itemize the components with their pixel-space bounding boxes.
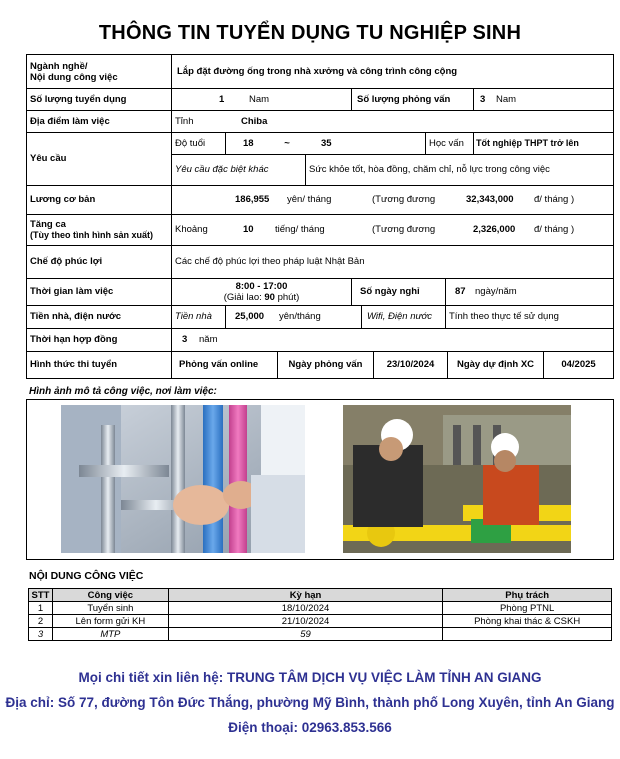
interview-date-value: 23/10/2024: [386, 359, 435, 370]
salary-equiv-value: 32,343,000: [466, 194, 514, 205]
overtime-unit: tiếng/ tháng: [275, 224, 325, 235]
age-label: Độ tuổi: [175, 137, 206, 149]
overtime-label-line2: (Tùy theo tình hình sản xuất): [30, 229, 153, 240]
recruit-qty-label: Số lượng tuyển dụng: [30, 93, 127, 105]
overtime-equiv-value: 2,326,000: [473, 224, 516, 235]
days-off-value: 87: [455, 286, 466, 297]
wifi-label: Wifi, Điện nước: [367, 311, 432, 322]
task-name: MTP: [52, 628, 168, 641]
table-row: [29, 615, 612, 628]
task-stt: 2: [29, 615, 53, 628]
age-max: 35: [321, 137, 332, 149]
special-req-value: Sức khỏe tốt, hòa đồng, chăm chỉ, nỗ lực trong công việc: [309, 164, 550, 175]
overtime-equiv-label: (Tương đương: [372, 224, 436, 235]
location-label: Địa điểm làm việc: [30, 115, 110, 127]
departure-label: Ngày dự định XC: [456, 359, 535, 370]
images-frame: [26, 399, 614, 560]
interview-qty-value: 3: [480, 93, 486, 105]
task-owner: Phòng khai thác & CSKH: [443, 615, 612, 628]
salary-value: 186,955: [235, 194, 270, 205]
tasks-title: NỘI DUNG CÔNG VIỆC: [29, 570, 144, 582]
recruit-qty-unit: Nam: [249, 93, 270, 105]
task-owner: Phòng PTNL: [443, 602, 612, 615]
contract-label: Thời hạn hợp đồng: [30, 334, 118, 345]
overtime-label: [27, 214, 171, 245]
rent-label: Tiền nhà: [175, 311, 212, 322]
interview-qty-label: Số lượng phỏng vấn: [357, 93, 451, 105]
location-prefix: Tỉnh: [175, 115, 194, 127]
header-deadline: Kỳ hạn: [168, 589, 443, 602]
days-off-label: Số ngày nghỉ: [360, 286, 420, 297]
break-suffix: phút): [277, 291, 300, 303]
special-req-label: Yêu cầu đặc biệt khác: [175, 164, 269, 175]
age-separator: ~: [284, 137, 290, 149]
industry-value: Lắp đặt đường ống trong nhà xưởng và công trình công cộng: [177, 66, 458, 77]
break-time: [224, 292, 300, 303]
work-time-cell: [172, 278, 351, 305]
table-row: [29, 602, 612, 615]
location-value: Chiba: [241, 115, 268, 127]
salary-equiv-unit: đ/ tháng ): [534, 194, 575, 205]
workers-pipe-photo: [343, 405, 571, 553]
rent-unit: yên/tháng: [279, 311, 321, 322]
salary-equiv-label: (Tương đương: [372, 194, 436, 205]
task-owner: [443, 628, 612, 641]
pipe-install-photo: [61, 405, 305, 553]
task-stt: 3: [29, 628, 53, 641]
task-deadline: 21/10/2024: [168, 615, 443, 628]
footer-address: Địa chỉ: Số 77, đường Tôn Đức Thắng, phường Mỹ Bình, thành phố Long Xuyên, tỉnh An Giang: [5, 695, 615, 710]
recruitment-form: [26, 54, 614, 379]
break-prefix: (Giải lao:: [223, 291, 262, 303]
tasks-table: [28, 588, 612, 641]
overtime-equiv-unit: đ/ tháng ): [534, 224, 575, 235]
interview-qty-unit: Nam: [496, 93, 517, 105]
requirements-label: Yêu cầu: [30, 153, 67, 164]
overtime-label-line1: Tăng ca: [30, 218, 66, 230]
header-stt: STT: [29, 589, 53, 602]
industry-label-line2: Nội dung công việc: [30, 71, 118, 83]
contract-unit: năm: [199, 334, 218, 345]
contract-value: 3: [182, 334, 188, 345]
work-time-label: Thời gian làm việc: [30, 286, 114, 297]
footer-phone: Điện thoại: 02963.853.566: [228, 720, 392, 735]
education-label: Học vấn: [429, 137, 464, 149]
overtime-value: 10: [243, 224, 254, 235]
break-value: 90: [264, 291, 275, 303]
images-caption: Hình ảnh mô tả công việc, nơi làm việc:: [29, 386, 217, 397]
recruit-qty-value: 1: [219, 93, 225, 105]
footer-contact: Mọi chi tiết xin liên hệ: TRUNG TÂM DỊCH VỤ VIỆC LÀM TỈNH AN GIANG: [78, 670, 542, 685]
age-min: 18: [243, 137, 254, 149]
task-stt: 1: [29, 602, 53, 615]
departure-value: 04/2025: [561, 359, 596, 370]
wifi-value: Tính theo thực tế sử dụng: [449, 311, 559, 322]
work-time-value: 8:00 - 17:00: [235, 280, 288, 292]
welfare-value: Các chế độ phúc lợi theo pháp luật Nhật Bản: [175, 256, 365, 267]
header-task: Công việc: [52, 589, 168, 602]
interview-date-label: Ngày phỏng vấn: [288, 359, 363, 370]
salary-unit: yên/ tháng: [287, 194, 332, 205]
selection-label: Hình thức thi tuyển: [30, 359, 118, 370]
selection-value: Phỏng vấn online: [179, 359, 259, 370]
task-deadline: 18/10/2024: [168, 602, 443, 615]
industry-label: [27, 55, 171, 88]
page-title: THÔNG TIN TUYỂN DỤNG TU NGHIỆP SINH: [98, 22, 522, 44]
rent-value: 25,000: [235, 311, 265, 322]
days-off-unit: ngày/năm: [475, 286, 517, 297]
task-deadline: 59: [168, 628, 443, 641]
table-row: [29, 628, 612, 641]
education-value: Tốt nghiệp THPT trở lên: [476, 137, 579, 148]
overtime-prefix: Khoảng: [175, 224, 208, 235]
tasks-header-row: [29, 589, 612, 602]
header-owner: Phụ trách: [443, 589, 612, 602]
salary-label: Lương cơ bản: [30, 194, 96, 205]
task-name: Lên form gửi KH: [52, 615, 168, 628]
task-name: Tuyển sinh: [52, 602, 168, 615]
housing-label: Tiền nhà, điện nước: [30, 311, 122, 322]
welfare-label: Chế độ phúc lợi: [30, 256, 103, 267]
industry-label-line1: Ngành nghề/: [30, 60, 88, 72]
